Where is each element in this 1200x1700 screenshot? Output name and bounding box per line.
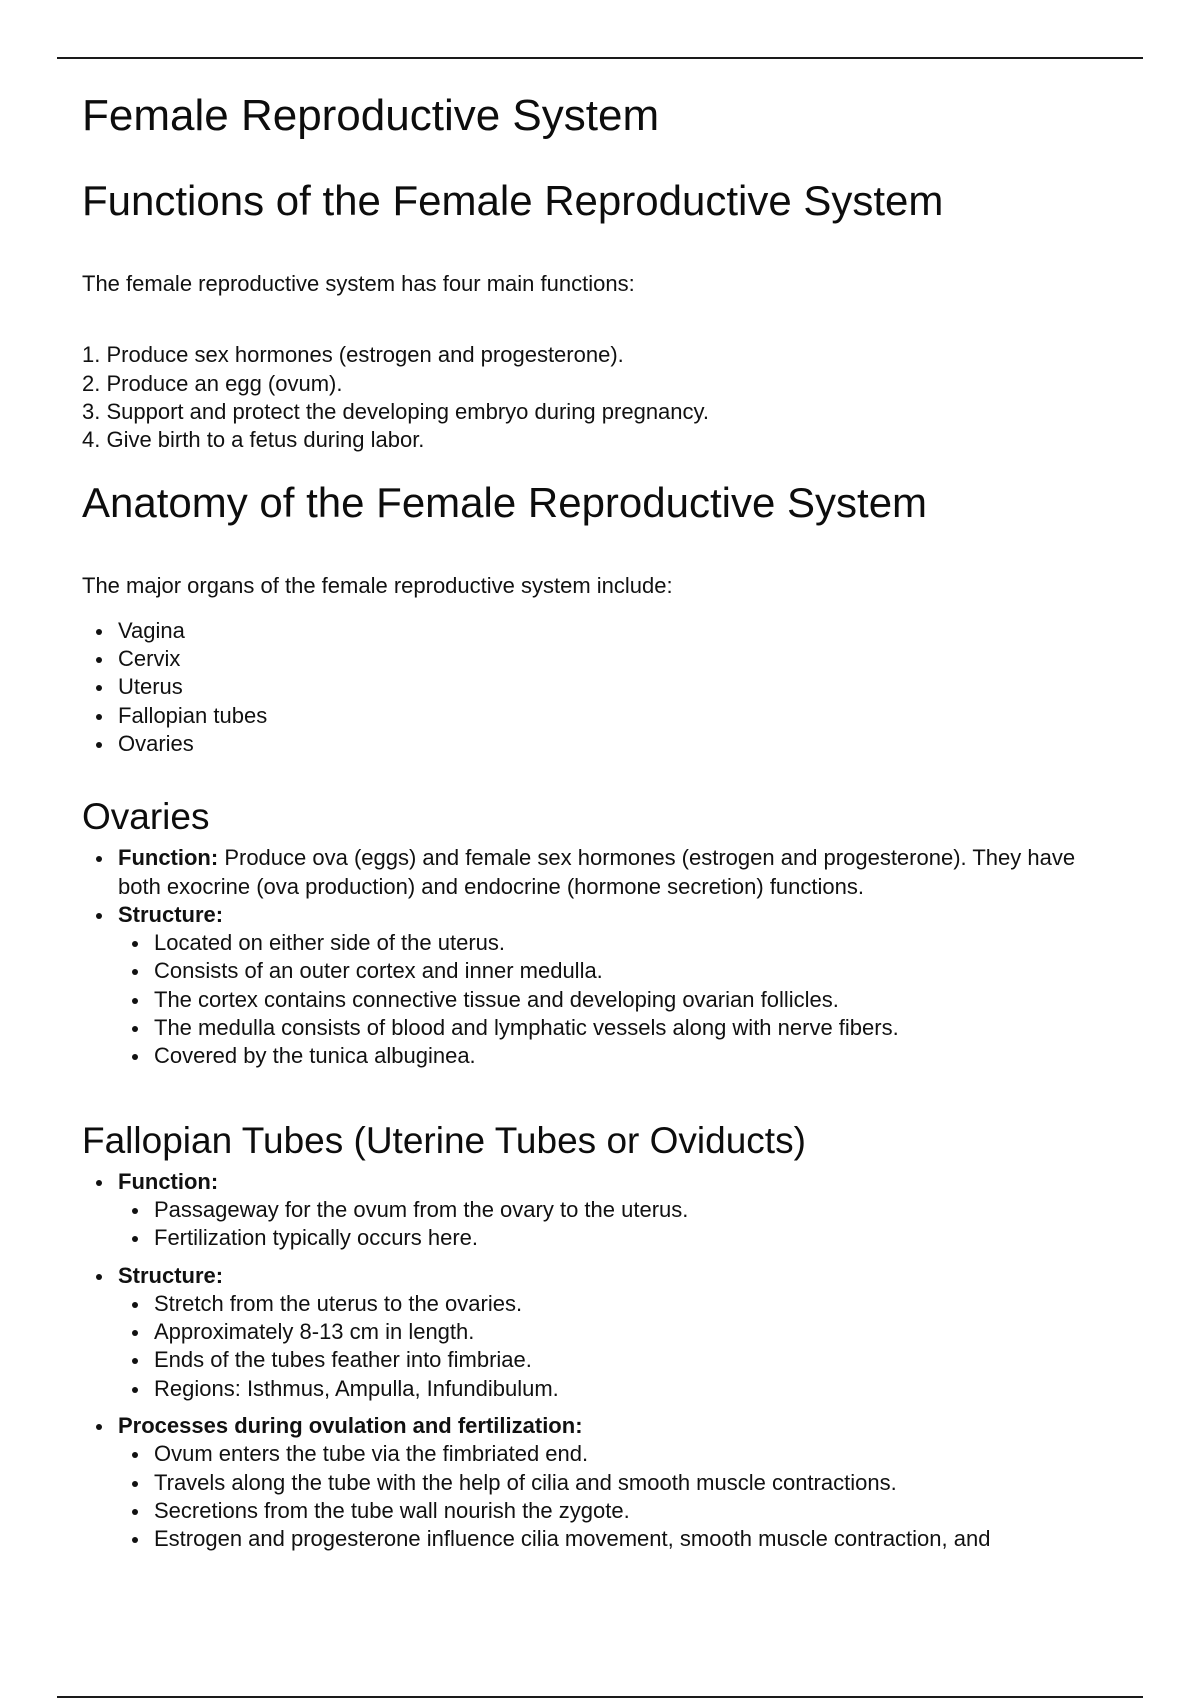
list-item: Located on either side of the uterus. — [154, 929, 1122, 957]
fallopian-function-list — [154, 1196, 1122, 1253]
function-label: Function: — [118, 1168, 219, 1194]
fallopian-structure-list — [154, 1290, 1122, 1403]
list-item: Vagina — [118, 617, 1122, 645]
structure-label: Structure: — [118, 901, 224, 927]
list-item: Uterus — [118, 673, 1122, 701]
processes-label: Processes during ovulation and fertilization: — [118, 1413, 583, 1439]
fallopian-processes-item — [118, 1412, 1122, 1553]
functions-heading: Functions of the Female Reproductive System — [82, 177, 944, 224]
list-item: 4. Give birth to a fetus during labor. — [82, 427, 425, 453]
list-item: 2. Produce an egg (ovum). — [82, 370, 343, 396]
ovaries-function-item — [118, 844, 1122, 901]
list-item: Fallopian tubes — [118, 702, 1122, 730]
function-label: Function: — [118, 845, 219, 871]
list-item: 1. Produce sex hormones (estrogen and progesterone). — [82, 342, 624, 368]
list-item: The cortex contains connective tissue and developing ovarian follicles. — [154, 986, 1122, 1014]
list-item: Cervix — [118, 645, 1122, 673]
list-item: Ovum enters the tube via the fimbriated end. — [154, 1440, 1122, 1468]
document-body — [82, 80, 1122, 1554]
bottom-rule — [57, 1696, 1143, 1698]
list-item: Approximately 8-13 cm in length. — [154, 1318, 1122, 1346]
list-item: Ovaries — [118, 730, 1122, 758]
ovaries-list — [118, 844, 1122, 1070]
fallopian-structure-item — [118, 1262, 1122, 1403]
list-item: Covered by the tunica albuginea. — [154, 1042, 1122, 1070]
functions-list — [82, 341, 1122, 454]
ovaries-structure-list — [154, 929, 1122, 1070]
anatomy-heading: Anatomy of the Female Reproductive System — [82, 479, 928, 527]
list-item: Travels along the tube with the help of cilia and smooth muscle contractions. — [154, 1469, 1122, 1497]
list-item: Fertilization typically occurs here. — [154, 1224, 1122, 1252]
functions-intro: The female reproductive system has four main functions: — [82, 271, 635, 296]
anatomy-intro: The major organs of the female reproductive system include: — [82, 573, 673, 599]
fallopian-list — [118, 1168, 1122, 1554]
ovaries-structure-item — [118, 901, 1122, 1071]
list-item: Secretions from the tube wall nourish the zygote. — [154, 1497, 1122, 1525]
list-item: Ends of the tubes feather into fimbriae. — [154, 1346, 1122, 1374]
structure-label: Structure: — [118, 1262, 224, 1288]
fallopian-processes-list — [154, 1440, 1122, 1553]
list-item: 3. Support and protect the developing embryo during pregnancy. — [82, 398, 709, 424]
fallopian-heading: Fallopian Tubes (Uterine Tubes or Oviducts) — [82, 1119, 806, 1161]
function-text: Produce ova (eggs) and female sex hormones (estrogen and progesterone). They have both exocrine (ova production) and endocrine (hormone secretion) functions. — [118, 845, 1076, 899]
list-item: Stretch from the uterus to the ovaries. — [154, 1290, 1122, 1318]
list-item: Passageway for the ovum from the ovary to the uterus. — [154, 1196, 1122, 1224]
organs-list — [118, 617, 1122, 758]
top-rule — [57, 57, 1143, 59]
fallopian-function-item — [118, 1168, 1122, 1253]
list-item: The medulla consists of blood and lymphatic vessels along with nerve fibers. — [154, 1014, 1122, 1042]
ovaries-heading: Ovaries — [82, 796, 210, 838]
list-item: Consists of an outer cortex and inner medulla. — [154, 957, 1122, 985]
page-title: Female Reproductive System — [82, 91, 660, 140]
list-item: Estrogen and progesterone influence cilia movement, smooth muscle contraction, and — [154, 1525, 1122, 1553]
list-item: Regions: Isthmus, Ampulla, Infundibulum. — [154, 1375, 1122, 1403]
